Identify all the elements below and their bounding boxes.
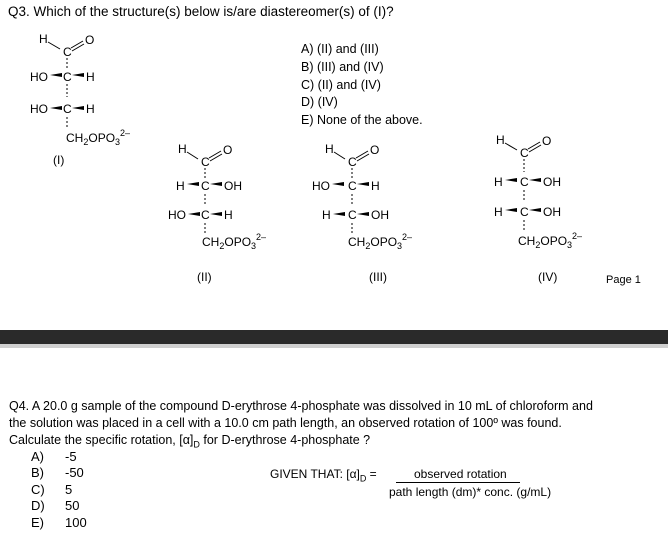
s4-ald-h: H: [496, 133, 505, 147]
q4-line3-b: for D-erythrose 4-phosphate ?: [199, 433, 371, 447]
s3-r1-wedge-l: [332, 182, 344, 186]
s2-co-bond2: [210, 154, 222, 161]
s3-co-bond1: [356, 151, 368, 158]
s2-label: (II): [197, 270, 212, 284]
s4-r1-right: OH: [543, 175, 561, 189]
s2-r2-wedge-l: [188, 212, 200, 216]
s1-ald-h: H: [39, 32, 48, 46]
s4-r1-left: H: [494, 175, 503, 189]
s4-phosphate: $CH_2OPO_3^{2-}$: [518, 231, 583, 250]
s1-r1-c: C: [63, 70, 72, 84]
structure-iv: [494, 133, 582, 284]
s2-r2-wedge-r: [210, 212, 222, 216]
s3-co-bond2: [357, 154, 369, 161]
s1-ald-o: O: [85, 33, 95, 47]
s2-r2-c: C: [201, 208, 210, 222]
s3-r1-c: C: [348, 179, 357, 193]
q3-choice-c: C) (II) and (IV): [301, 78, 381, 92]
s3-r2-left: H: [322, 208, 331, 222]
s1-r1-wedge-l: [50, 73, 62, 77]
s1-r1-right: H: [86, 70, 95, 84]
s1-r2-c: C: [63, 102, 72, 116]
s1-r2-wedge-l: [50, 106, 62, 110]
s1-r1-wedge-r: [72, 73, 84, 77]
s1-ald-c: C: [63, 45, 72, 59]
structure-i: [30, 32, 130, 167]
s1-r2-right: H: [86, 102, 95, 116]
q3-question: Q3. Which of the structure(s) below is/are diastereomer(s) of (I)?: [8, 4, 394, 19]
s3-r1-wedge-r: [357, 182, 369, 186]
s4-r1-c: C: [520, 175, 529, 189]
s1-r2-left: HO: [30, 102, 48, 116]
s3-ald-h: H: [325, 142, 334, 156]
s2-r1-right: OH: [224, 179, 242, 193]
s3-phosphate: $CH_2OPO_3^{2-}$: [348, 232, 413, 251]
q4-option-b: B) -50: [31, 465, 84, 480]
s1-label: (I): [53, 153, 65, 167]
s2-ald-o: O: [223, 143, 233, 157]
q4-line3: [9, 432, 370, 448]
page-2: [0, 348, 668, 546]
s1-phosphate: $CH_2OPO_3^{2-}$: [66, 128, 131, 147]
q4-line2: the solution was placed in a cell with a 10.0 cm path length, an observed rotation of 100º was found.: [9, 416, 562, 430]
page-separator: [0, 330, 668, 344]
s4-r2-wedge-l: [505, 208, 517, 212]
q3-choice-d: D) (IV): [301, 95, 338, 109]
s1-h-bond: [48, 42, 60, 49]
s3-ald-o: O: [370, 143, 380, 157]
s4-co-bond2: [529, 145, 541, 152]
s4-r2-c: C: [520, 205, 529, 219]
s2-r2-right: H: [224, 208, 233, 222]
s2-ald-h: H: [178, 142, 187, 156]
s2-co-bond1: [209, 151, 221, 158]
s4-r1-wedge-r: [529, 178, 541, 182]
q4-line3-sub: D: [193, 439, 200, 450]
formula-numerator: observed rotation: [414, 467, 507, 481]
s3-r2-c: C: [348, 208, 357, 222]
q3-choice-e: E) None of the above.: [301, 113, 423, 127]
fraction-bar: [396, 482, 520, 483]
s3-h-bond: [334, 152, 345, 159]
s2-r1-left: H: [176, 179, 185, 193]
q4-option-e: E) 100: [31, 515, 87, 530]
s4-ald-o: O: [542, 134, 552, 148]
q3-choice-b: B) (III) and (IV): [301, 60, 384, 74]
s4-r1-wedge-l: [505, 178, 517, 182]
q4-line3-a: Calculate the specific rotation, [α]: [9, 433, 194, 447]
q4-option-c: C) 5: [31, 482, 73, 497]
q3-choice-a: A) (II) and (III): [301, 42, 379, 56]
s2-phosphate: $CH_2OPO_3^{2-}$: [202, 232, 267, 251]
s3-ald-c: C: [348, 155, 357, 169]
s3-r2-right: OH: [371, 208, 389, 222]
s2-r1-c: C: [201, 179, 210, 193]
s3-r2-wedge-r: [357, 212, 369, 216]
s4-r2-right: OH: [543, 205, 561, 219]
s3-r1-left: HO: [312, 179, 330, 193]
s4-r2-left: H: [494, 205, 503, 219]
given-label: GIVEN THAT: $[\alpha]_D$ =: [270, 467, 377, 484]
s2-r2-left: HO: [168, 208, 186, 222]
s1-co-bond2: [72, 44, 84, 51]
formula-denominator: path length (dm)* conc. (g/mL): [389, 485, 552, 499]
s3-r1-right: H: [371, 179, 380, 193]
page-label: Page 1: [606, 274, 641, 286]
s4-r2-wedge-r: [529, 208, 541, 212]
s1-co-bond1: [71, 41, 83, 48]
s4-h-bond: [505, 143, 517, 150]
s2-r1-wedge-l: [187, 182, 199, 186]
s3-label: (III): [369, 270, 387, 284]
q4-line1: Q4. A 20.0 g sample of the compound D-erythrose 4-phosphate was dissolved in 10 mL of chloroform and: [9, 399, 593, 413]
q4-option-a: A) -5: [31, 449, 77, 464]
s4-label: (IV): [538, 270, 558, 284]
s4-ald-c: C: [520, 146, 529, 160]
q4-option-d: D) 50: [31, 498, 80, 513]
s4-co-bond1: [528, 142, 540, 149]
structure-ii: [168, 142, 266, 284]
structure-iii: [312, 142, 412, 284]
s1-r1-left: HO: [30, 70, 48, 84]
s2-r1-wedge-r: [210, 182, 222, 186]
s2-h-bond: [187, 152, 198, 159]
s2-ald-c: C: [201, 155, 210, 169]
s3-r2-wedge-l: [333, 212, 345, 216]
s1-r2-wedge-r: [72, 106, 84, 110]
